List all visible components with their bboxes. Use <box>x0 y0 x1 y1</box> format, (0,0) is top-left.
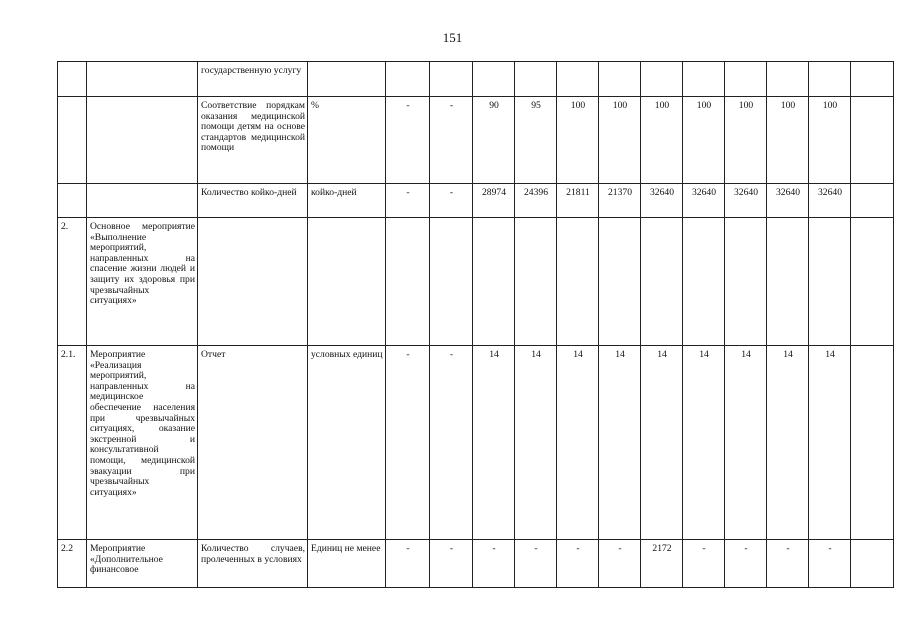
value-cell <box>557 218 599 346</box>
value-cell: 100 <box>641 97 683 184</box>
value-cell: 14 <box>683 346 725 540</box>
value-cell: 100 <box>683 97 725 184</box>
value-cell <box>641 218 683 346</box>
value-cell: 14 <box>725 346 767 540</box>
activity-cell: Мероприятие «Дополнительное финансовое <box>87 540 198 588</box>
value-cell <box>430 218 473 346</box>
value-cell: 14 <box>767 346 809 540</box>
value-cell: 32640 <box>725 184 767 218</box>
value-cell: 32640 <box>641 184 683 218</box>
value-cell <box>599 218 641 346</box>
value-cell <box>473 62 515 97</box>
indicator-cell: государственную услугу <box>198 62 308 97</box>
value-cell <box>725 62 767 97</box>
value-cell: 100 <box>725 97 767 184</box>
value-cell: - <box>430 346 473 540</box>
row-number-cell <box>58 97 87 184</box>
value-cell: 21811 <box>557 184 599 218</box>
row-number-cell <box>58 184 87 218</box>
value-cell: - <box>473 540 515 588</box>
value-cell <box>767 62 809 97</box>
value-cell: 32640 <box>809 184 851 218</box>
value-cell <box>851 540 894 588</box>
value-cell <box>809 62 851 97</box>
value-cell: - <box>430 97 473 184</box>
value-cell <box>599 62 641 97</box>
indicators-table <box>57 61 894 588</box>
value-cell: 14 <box>641 346 683 540</box>
table-row <box>58 97 894 184</box>
table-row <box>58 184 894 218</box>
value-cell <box>851 62 894 97</box>
value-cell: 24396 <box>515 184 557 218</box>
value-cell <box>809 218 851 346</box>
value-cell: - <box>515 540 557 588</box>
row-number-cell: 2.2 <box>58 540 87 588</box>
value-cell: - <box>430 540 473 588</box>
activity-cell <box>87 97 198 184</box>
value-cell: - <box>683 540 725 588</box>
value-cell <box>683 218 725 346</box>
value-cell: 100 <box>599 97 641 184</box>
value-cell: 14 <box>473 346 515 540</box>
value-cell <box>430 62 473 97</box>
value-cell: 14 <box>599 346 641 540</box>
value-cell: 14 <box>515 346 557 540</box>
value-cell: - <box>386 184 430 218</box>
table-row <box>58 218 894 346</box>
table-row <box>58 540 894 588</box>
unit-cell: Единиц не менее <box>308 540 386 588</box>
value-cell: 21370 <box>599 184 641 218</box>
unit-cell: % <box>308 97 386 184</box>
value-cell: 2172 <box>641 540 683 588</box>
row-number-cell <box>58 62 87 97</box>
page-number: 151 <box>442 30 463 45</box>
value-cell <box>851 218 894 346</box>
activity-cell <box>87 62 198 97</box>
value-cell: 32640 <box>683 184 725 218</box>
value-cell: 100 <box>767 97 809 184</box>
value-cell: 28974 <box>473 184 515 218</box>
value-cell: - <box>809 540 851 588</box>
table-row <box>58 62 894 97</box>
indicator-cell: Соответствие порядкам оказания медицинской помощи детям на основе стандартов медицинской помощи <box>198 97 308 184</box>
value-cell <box>386 218 430 346</box>
value-cell: 95 <box>515 97 557 184</box>
unit-cell: условных единиц <box>308 346 386 540</box>
value-cell: - <box>430 184 473 218</box>
unit-cell: койко-дней <box>308 184 386 218</box>
indicator-cell: Количество случаев, пролеченных в условиях <box>198 540 308 588</box>
value-cell <box>515 62 557 97</box>
value-cell <box>851 184 894 218</box>
value-cell: - <box>386 346 430 540</box>
indicator-cell: Отчет <box>198 346 308 540</box>
value-cell: 14 <box>557 346 599 540</box>
activity-cell <box>87 184 198 218</box>
value-cell: 100 <box>557 97 599 184</box>
value-cell: - <box>767 540 809 588</box>
value-cell: 90 <box>473 97 515 184</box>
value-cell: 32640 <box>767 184 809 218</box>
unit-cell <box>308 218 386 346</box>
value-cell <box>557 62 599 97</box>
unit-cell <box>308 62 386 97</box>
table-row <box>58 346 894 540</box>
value-cell: 100 <box>809 97 851 184</box>
row-number-cell: 2. <box>58 218 87 346</box>
value-cell <box>386 62 430 97</box>
value-cell: - <box>557 540 599 588</box>
value-cell <box>851 97 894 184</box>
value-cell <box>515 218 557 346</box>
activity-cell: Мероприятие «Реализация мероприятий, направленных на медицинское обеспечение населения при чрезвычайных ситуациях, оказание экстренной и консультативной помощи, медицинской эвакуации при чрезвычайных ситуациях» <box>87 346 198 540</box>
value-cell <box>851 346 894 540</box>
value-cell <box>767 218 809 346</box>
value-cell <box>641 62 683 97</box>
indicator-cell <box>198 218 308 346</box>
value-cell: 14 <box>809 346 851 540</box>
value-cell <box>473 218 515 346</box>
value-cell <box>683 62 725 97</box>
value-cell <box>725 218 767 346</box>
value-cell: - <box>725 540 767 588</box>
value-cell: - <box>386 97 430 184</box>
row-number-cell: 2.1. <box>58 346 87 540</box>
activity-cell: Основное мероприятие «Выполнение мероприятий, направленных на спасение жизни людей и защиту их здоровья при чрезвычайных ситуациях» <box>87 218 198 346</box>
value-cell: - <box>599 540 641 588</box>
value-cell: - <box>386 540 430 588</box>
indicator-cell: Количество койко-дней <box>198 184 308 218</box>
